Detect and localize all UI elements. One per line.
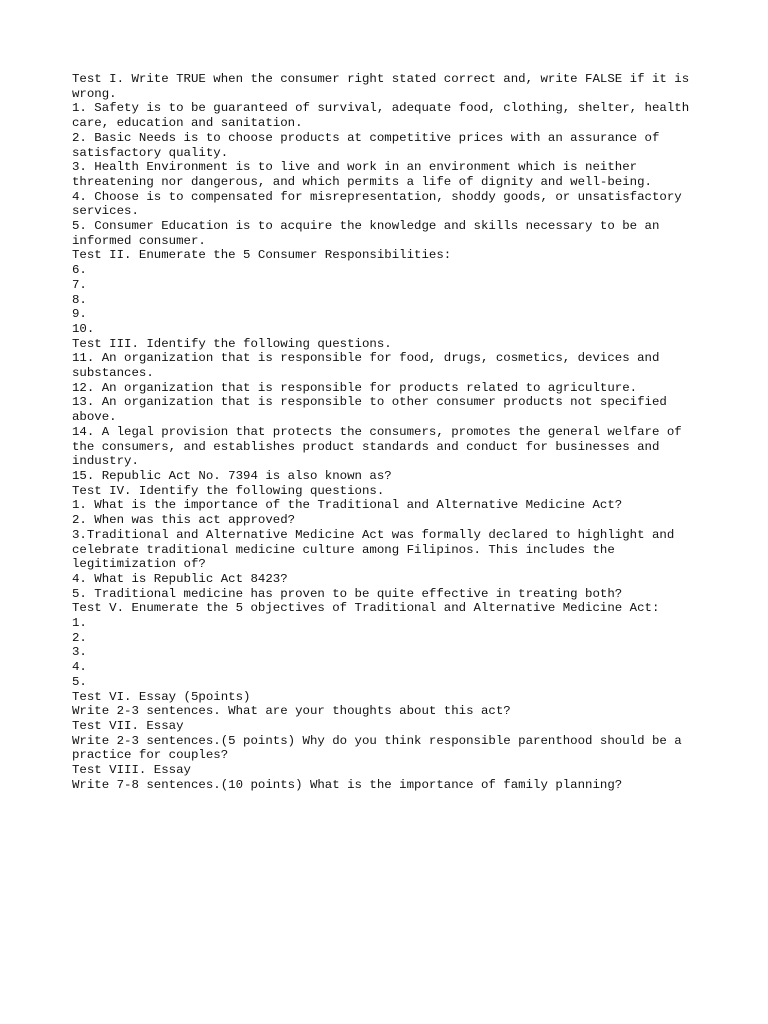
test-2-item-9: 9. (72, 307, 87, 322)
test-1-item-3-cont: threatening nor dangerous, and which permits a life of dignity and well-being. (72, 174, 652, 189)
test-7-prompt: Write 2-3 sentences.(5 points) Why do you think responsible parenthood should be a (72, 733, 682, 748)
test-1-item-5: 5. Consumer Education is to acquire the knowledge and skills necessary to be an (72, 219, 660, 234)
test-1-item-1-cont: care, education and sanitation. (72, 116, 303, 131)
test-4-item-3-cont-2: legitimization of? (72, 557, 206, 572)
test-1-item-1: 1. Safety is to be guaranteed of survival, adequate food, clothing, shelter, health (72, 101, 690, 116)
test-8-heading: Test VIII. Essay (72, 763, 191, 778)
test-3-item-13-cont: above. (72, 410, 117, 425)
test-6-heading: Test VI. Essay (5points) (72, 689, 251, 704)
test-4-item-1: 1. What is the importance of the Traditional and Alternative Medicine Act? (72, 498, 623, 513)
test-3-item-14-cont-2: industry. (72, 454, 139, 469)
test-4-item-3-cont: celebrate traditional medicine culture among Filipinos. This includes the (72, 542, 615, 557)
test-1-item-3: 3. Health Environment is to live and work in an environment which is neither (72, 160, 638, 175)
test-1-heading-cont: wrong. (72, 86, 117, 101)
test-3-item-13: 13. An organization that is responsible to other consumer products not specified (72, 395, 667, 410)
document-page (72, 72, 702, 792)
test-4-item-4: 4. What is Republic Act 8423? (72, 571, 288, 586)
test-1-item-4: 4. Choose is to compensated for misrepresentation, shoddy goods, or unsatisfactory (72, 189, 682, 204)
test-2-item-7: 7. (72, 277, 87, 292)
test-3-item-11: 11. An organization that is responsible for food, drugs, cosmetics, devices and (72, 351, 660, 366)
test-5-item-1: 1. (72, 616, 87, 631)
test-3-item-14: 14. A legal provision that protects the consumers, promotes the general welfare of (72, 424, 682, 439)
test-3-item-15: 15. Republic Act No. 7394 is also known as? (72, 468, 392, 483)
test-7-prompt-cont: practice for couples? (72, 748, 229, 763)
test-1-item-2: 2. Basic Needs is to choose products at competitive prices with an assurance of (72, 130, 660, 145)
test-4-item-2: 2. When was this act approved? (72, 513, 296, 528)
test-4-item-5: 5. Traditional medicine has proven to be quite effective in treating both? (72, 586, 623, 601)
test-5-item-4: 4. (72, 660, 87, 675)
test-7-heading: Test VII. Essay (72, 718, 184, 733)
test-1-heading: Test I. Write TRUE when the consumer right stated correct and, write FALSE if it is (72, 72, 690, 86)
test-3-heading: Test III. Identify the following questions. (72, 336, 392, 351)
test-2-item-10: 10. (72, 321, 95, 336)
test-3-item-14-cont: the consumers, and establishes product standards and conduct for businesses and (72, 439, 660, 454)
test-3-item-11-cont: substances. (72, 366, 154, 381)
test-2-item-8: 8. (72, 292, 87, 307)
test-5-item-3: 3. (72, 645, 87, 660)
test-4-item-3: 3.Traditional and Alternative Medicine Act was formally declared to highlight and (72, 527, 675, 542)
test-3-item-12: 12. An organization that is responsible for products related to agriculture. (72, 380, 638, 395)
test-5-item-5: 5. (72, 674, 87, 689)
test-2-item-6: 6. (72, 263, 87, 278)
test-1-item-4-cont: services. (72, 204, 139, 219)
test-8-prompt: Write 7-8 sentences.(10 points) What is the importance of family planning? (72, 777, 623, 792)
test-5-heading: Test V. Enumerate the 5 objectives of Traditional and Alternative Medicine Act: (72, 601, 660, 616)
test-1-item-2-cont: satisfactory quality. (72, 145, 229, 160)
test-1-item-5-cont: informed consumer. (72, 233, 206, 248)
test-2-heading: Test II. Enumerate the 5 Consumer Responsibilities: (72, 248, 452, 263)
test-5-item-2: 2. (72, 630, 87, 645)
test-4-heading: Test IV. Identify the following questions. (72, 483, 385, 498)
test-6-prompt: Write 2-3 sentences. What are your thoughts about this act? (72, 704, 511, 719)
